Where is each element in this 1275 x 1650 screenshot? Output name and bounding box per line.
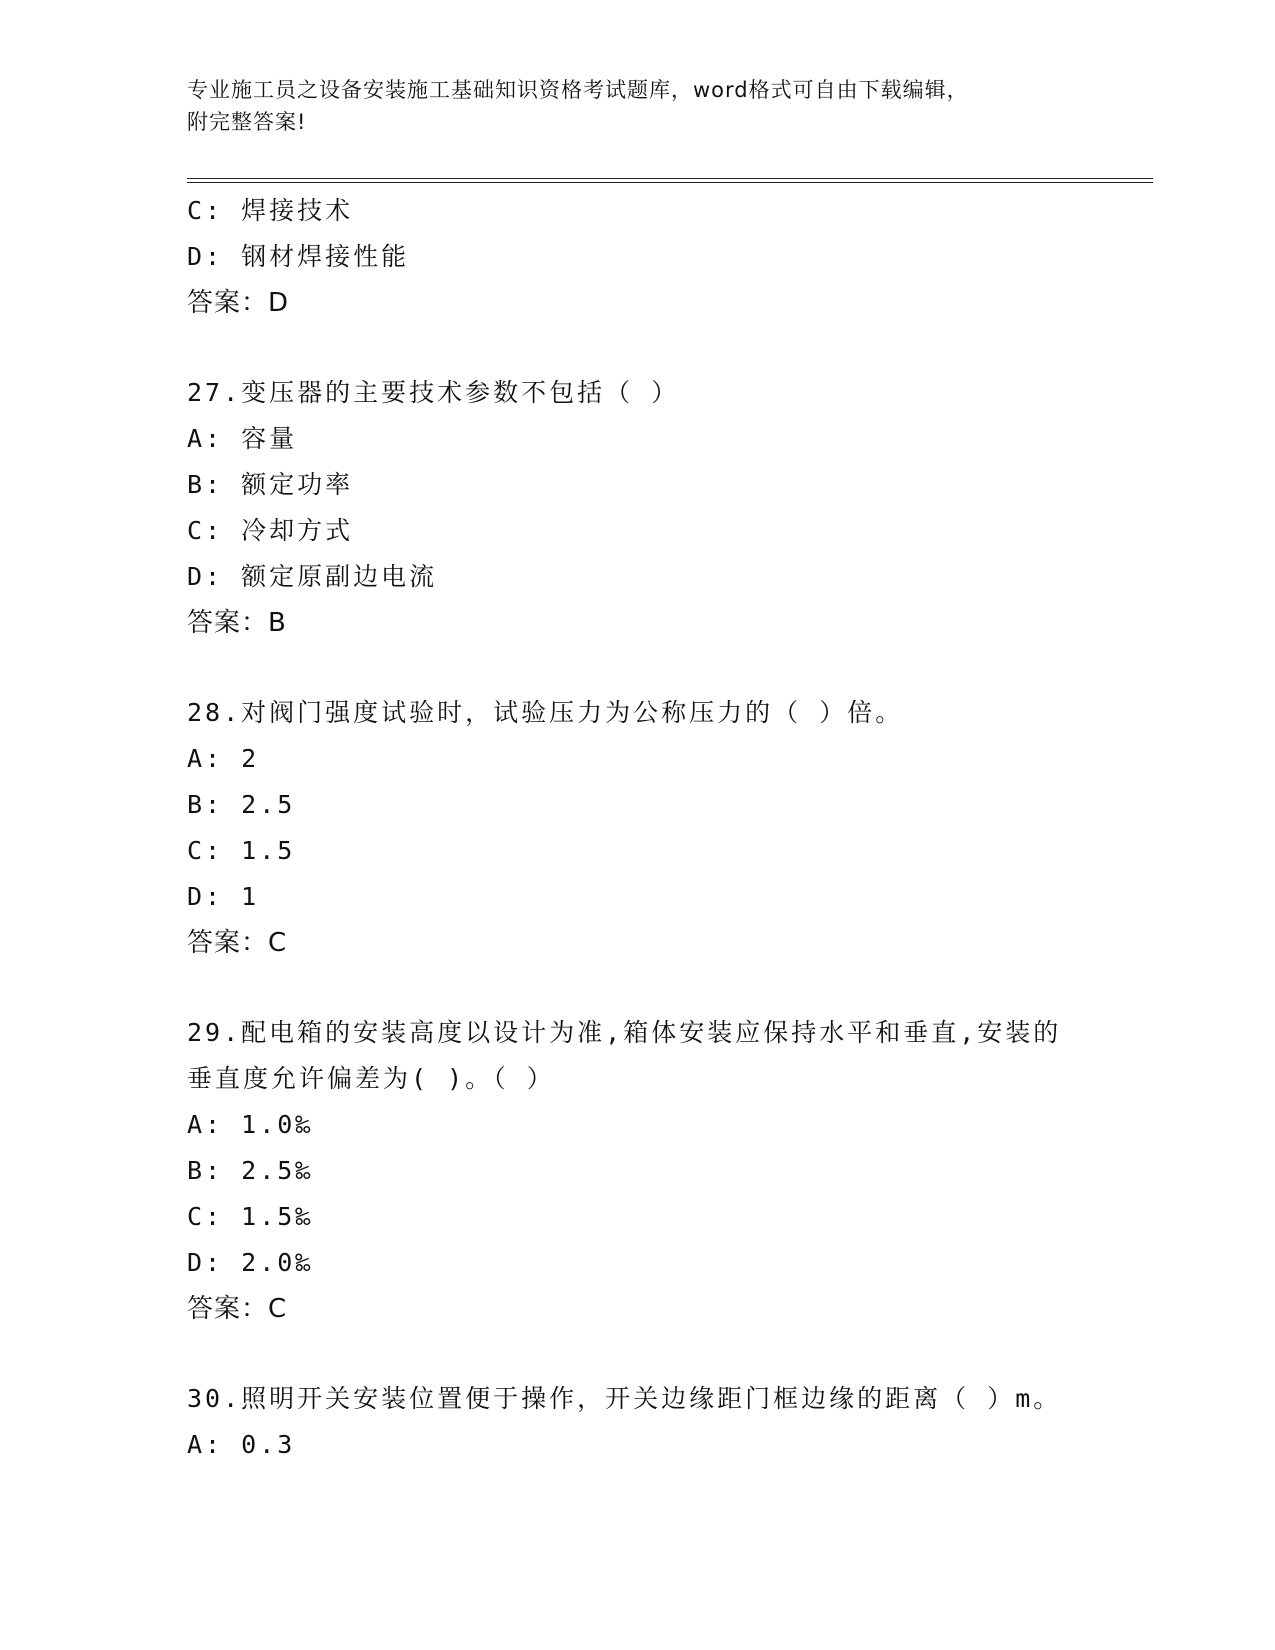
- option-d: D: 额定原副边电流: [187, 562, 438, 591]
- header-title-line-2: 附完整答案!: [187, 110, 307, 134]
- option-a: A: 容量: [187, 424, 298, 453]
- header-title-line-1: 专业施工员之设备安装施工基础知识资格考试题库，word格式可自由下载编辑，: [187, 78, 969, 102]
- spacer: [187, 646, 1147, 690]
- option-a: A: 0.3: [187, 1430, 296, 1459]
- question-block-28: [187, 690, 1147, 966]
- spacer: [187, 966, 1147, 1010]
- option-b: B: 2.5‰: [187, 1156, 314, 1185]
- answer-line: 答案：C: [187, 1294, 288, 1324]
- question-block-29: [187, 1010, 1147, 1332]
- question-block-continued: [187, 188, 1147, 326]
- question-stem-line-2: 垂直度允许偏差为( )。（ ）: [187, 1064, 555, 1093]
- option-c: C: 1.5: [187, 836, 296, 865]
- option-d: D: 1: [187, 882, 260, 911]
- question-stem-line-1: 29.配电箱的安装高度以设计为准,箱体安装应保持水平和垂直,安装的: [187, 1018, 1062, 1047]
- answer-line: 答案：C: [187, 928, 288, 958]
- question-block-30: [187, 1376, 1147, 1468]
- spacer: [187, 326, 1147, 370]
- option-a: A: 1.0‰: [187, 1110, 314, 1139]
- option-c: C: 1.5‰: [187, 1202, 314, 1231]
- header-divider-top: [187, 178, 1153, 179]
- question-list: [187, 188, 1147, 1468]
- question-stem: 28.对阀门强度试验时，试验压力为公称压力的（ ）倍。: [187, 698, 904, 727]
- option-a: A: 2: [187, 744, 260, 773]
- answer-line: 答案：D: [187, 288, 290, 318]
- question-stem: 30.照明开关安装位置便于操作，开关边缘距门框边缘的距离（ ）m。: [187, 1384, 1062, 1413]
- option-c: C: 焊接技术: [187, 196, 354, 225]
- option-c: C: 冷却方式: [187, 516, 354, 545]
- option-b: B: 额定功率: [187, 470, 354, 499]
- answer-line: 答案：B: [187, 608, 287, 638]
- option-d: D: 钢材焊接性能: [187, 242, 410, 271]
- question-block-27: [187, 370, 1147, 646]
- spacer: [187, 1332, 1147, 1376]
- question-stem: 27.变压器的主要技术参数不包括（ ）: [187, 378, 680, 407]
- document-header: [187, 74, 1087, 138]
- option-d: D: 2.0‰: [187, 1248, 314, 1277]
- option-b: B: 2.5: [187, 790, 296, 819]
- header-divider-bottom: [187, 182, 1153, 183]
